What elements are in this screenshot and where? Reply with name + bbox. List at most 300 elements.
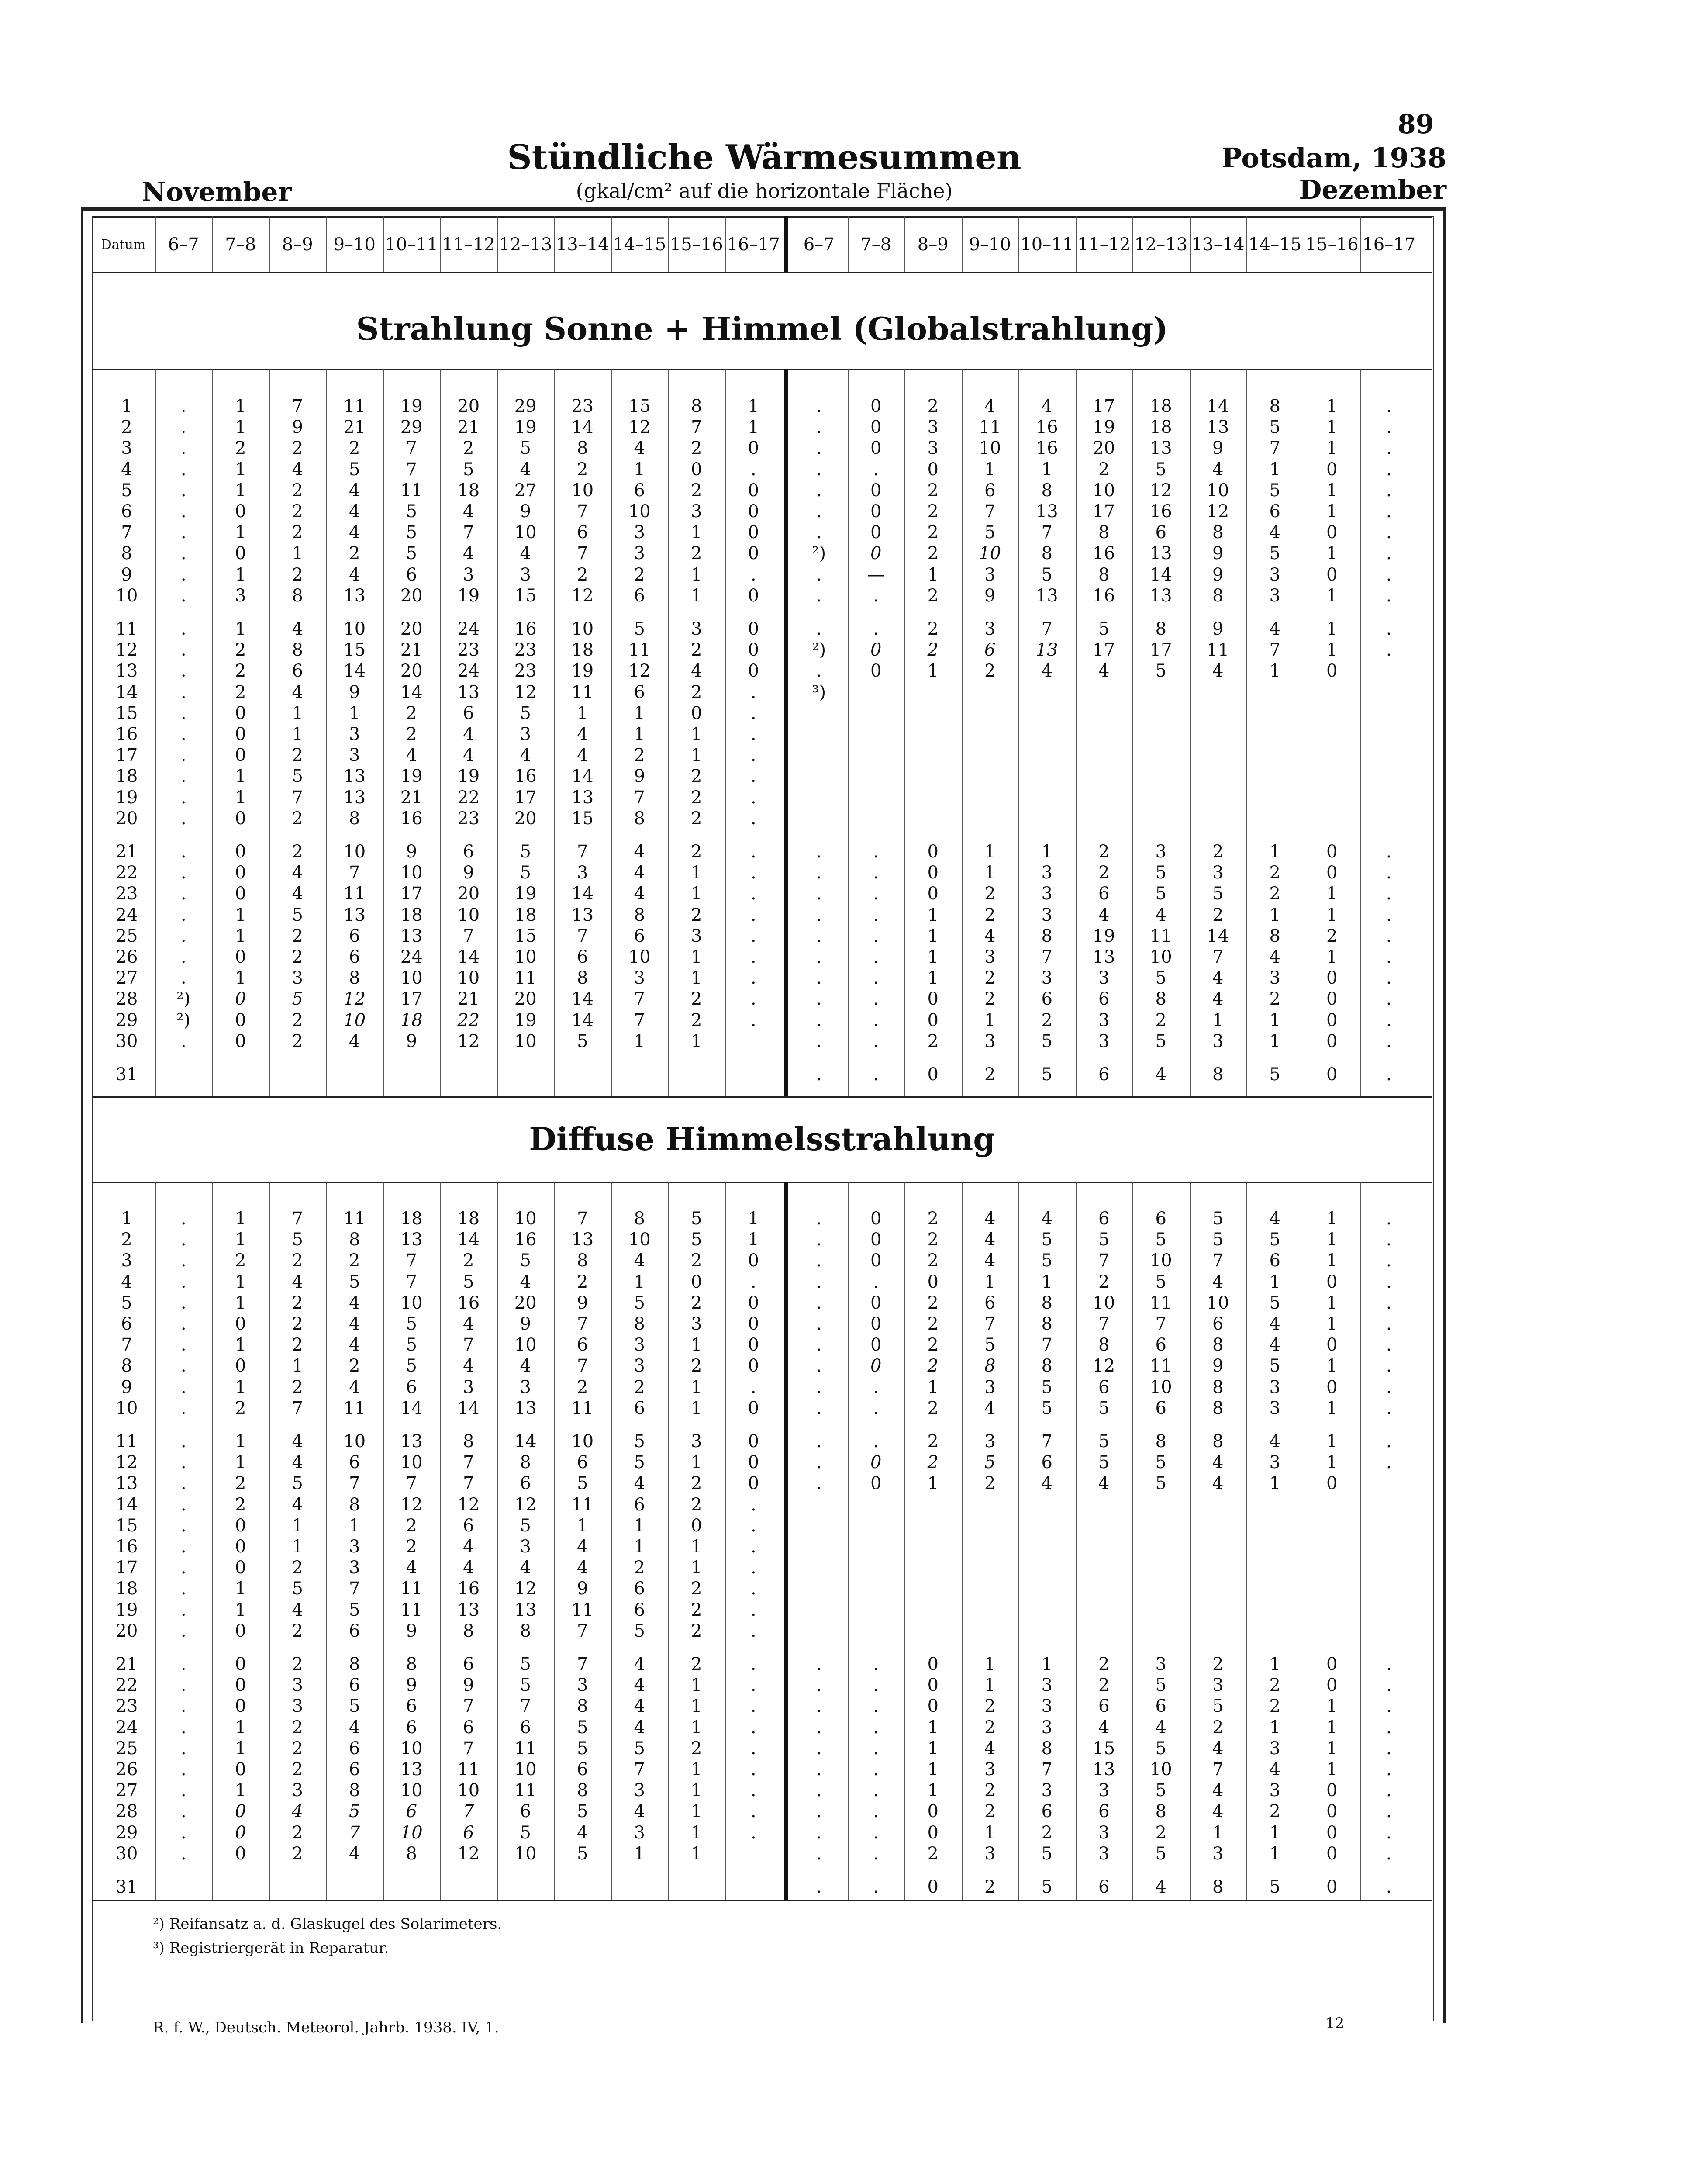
table-cell: 4	[349, 1843, 360, 1864]
table-cell: 2	[406, 703, 417, 723]
day-number: 16	[115, 1537, 138, 1557]
table-cell: 1	[691, 1780, 702, 1801]
table-cell: 4	[1212, 1473, 1224, 1494]
table-cell: 9	[1212, 1356, 1224, 1376]
table-cell: 6	[634, 682, 645, 702]
table-cell: 5	[1041, 1398, 1053, 1418]
table-cell: 2	[927, 522, 939, 543]
table-cell: .	[750, 1377, 756, 1397]
table-cell: 6	[406, 1377, 417, 1397]
table-cell: 3	[349, 745, 360, 766]
table-cell: 3	[691, 501, 702, 522]
day-number: 22	[115, 1675, 138, 1696]
table-cell: 3	[984, 619, 996, 639]
table-cell: 1	[634, 1515, 645, 1536]
table-cell: 1	[691, 724, 702, 744]
table-cell: 4	[292, 682, 303, 702]
table-cell: 14	[571, 1010, 594, 1030]
table-cell: 1	[1326, 1356, 1338, 1376]
table-cell: 1	[1326, 585, 1338, 606]
day-number: 24	[115, 905, 138, 925]
table-cell: .	[180, 1292, 186, 1313]
table-cell: 0	[1326, 459, 1338, 480]
table-cell: 9	[520, 1314, 531, 1334]
table-cell: .	[1386, 1209, 1392, 1229]
table-cell: 2	[235, 1398, 246, 1418]
table-cell: 1	[691, 1398, 702, 1418]
table-cell: 5	[984, 1452, 996, 1473]
table-cell: .	[1386, 842, 1392, 862]
table-cell: 3	[927, 417, 939, 438]
table-cell: 4	[406, 745, 417, 766]
day-number: 2	[121, 1230, 132, 1250]
table-cell: .	[816, 522, 822, 543]
footnote-mark: ³)	[153, 1939, 165, 1957]
table-cell: 1	[984, 1654, 996, 1674]
table-cell: 0	[235, 543, 246, 564]
table-cell: 2	[691, 989, 702, 1009]
table-cell: 5	[1155, 1272, 1166, 1292]
table-cell: 4	[349, 1717, 360, 1738]
table-cell: 7	[406, 459, 417, 480]
table-cell: .	[750, 787, 756, 808]
table-cell: .	[1386, 1696, 1392, 1717]
table-cell: 13	[1093, 947, 1115, 967]
table-cell: 2	[1098, 1654, 1110, 1674]
table-cell: 16	[514, 766, 537, 787]
table-cell: .	[816, 968, 822, 988]
table-cell: 0	[870, 1314, 882, 1334]
table-cell: 1	[235, 1579, 246, 1599]
table-cell: 1	[235, 1209, 246, 1229]
table-cell: 6	[463, 842, 474, 862]
table-cell: .	[1386, 522, 1392, 543]
table-cell: .	[180, 745, 186, 766]
table-cell: .	[180, 1335, 186, 1355]
table-cell: .	[180, 1230, 186, 1250]
table-cell: 6	[520, 1717, 531, 1738]
table-cell: 7	[1269, 438, 1280, 459]
day-number: 12	[115, 640, 138, 660]
table-cell: 1	[235, 1377, 246, 1397]
table-cell: 3	[1041, 1717, 1053, 1738]
table-cell: 11	[343, 396, 366, 416]
table-cell: .	[816, 863, 822, 883]
table-cell: 1	[691, 1558, 702, 1578]
rule-section1-bottom	[92, 1096, 1432, 1098]
table-cell: .	[180, 1314, 186, 1334]
table-cell: 1	[927, 564, 939, 585]
table-cell: 2	[691, 1251, 702, 1271]
table-cell: 5	[1269, 1292, 1280, 1313]
table-cell: .	[1386, 1010, 1392, 1030]
table-cell: 13	[1093, 1759, 1115, 1780]
table-cell: 2	[1269, 1675, 1280, 1696]
rule-vertical	[725, 216, 726, 272]
table-cell: 2	[1098, 863, 1110, 883]
table-cell: 4	[1212, 1272, 1224, 1292]
table-cell: 9	[1212, 619, 1224, 639]
table-cell: 23	[514, 640, 537, 660]
table-cell: 1	[691, 1843, 702, 1864]
table-cell: 3	[520, 1377, 531, 1397]
table-cell: 6	[463, 1822, 474, 1843]
table-cell: 1	[634, 1272, 645, 1292]
table-cell: 4	[349, 1031, 360, 1051]
table-cell: 13	[1035, 501, 1058, 522]
table-cell: 0	[235, 501, 246, 522]
table-cell: 4	[292, 1431, 303, 1451]
table-cell: .	[816, 947, 822, 967]
table-cell: 1	[984, 1272, 996, 1292]
table-cell: 12	[514, 1579, 537, 1599]
table-cell: 2	[292, 1738, 303, 1759]
table-cell: 3	[1041, 863, 1053, 883]
table-cell: 2	[927, 501, 939, 522]
table-cell: 7	[1041, 947, 1053, 967]
table-cell: 5	[691, 1230, 702, 1250]
table-cell: 5	[292, 989, 303, 1009]
table-cell: 2	[691, 438, 702, 459]
table-cell: 0	[235, 884, 246, 904]
table-cell: 3	[634, 1356, 645, 1376]
table-cell: 4	[1155, 905, 1166, 925]
table-cell: 10	[400, 1738, 423, 1759]
table-cell: 5	[520, 438, 531, 459]
table-cell: 2	[984, 661, 996, 681]
table-cell: 0	[870, 480, 882, 501]
table-cell: 0	[927, 1822, 939, 1843]
table-cell: 8	[634, 1209, 645, 1229]
table-cell: 2	[1269, 989, 1280, 1009]
table-cell: 2	[634, 1558, 645, 1578]
table-cell: 5	[1041, 1843, 1053, 1864]
table-cell: 4	[1098, 661, 1110, 681]
table-cell: 3	[1269, 1780, 1280, 1801]
table-cell: 0	[235, 1759, 246, 1780]
header-hour: 8–9	[282, 235, 313, 255]
table-cell: 1	[748, 417, 759, 438]
table-cell: 1	[1326, 947, 1338, 967]
table-cell: 0	[1326, 1801, 1338, 1822]
rule-vertical	[668, 216, 669, 272]
footnote-text: Registriergerät in Reparatur.	[169, 1939, 389, 1957]
table-cell: 1	[1269, 1473, 1280, 1494]
table-cell: .	[180, 808, 186, 829]
table-cell: 16	[1093, 543, 1115, 564]
table-cell: 5	[520, 1654, 531, 1674]
table-cell: 0	[870, 1292, 882, 1313]
table-cell: .	[750, 1675, 756, 1696]
table-cell: 4	[349, 480, 360, 501]
table-cell: 22	[457, 787, 480, 808]
table-cell: 2	[292, 1314, 303, 1334]
day-number: 1	[121, 396, 132, 416]
table-cell: 3	[463, 564, 474, 585]
table-cell: 10	[1149, 1251, 1172, 1271]
table-cell: .	[180, 1431, 186, 1451]
table-cell: 2	[577, 564, 588, 585]
table-cell: 2	[292, 1335, 303, 1355]
month-november: November	[142, 177, 292, 207]
day-number: 10	[115, 1398, 138, 1418]
table-cell: 17	[1093, 640, 1115, 660]
table-cell: 1	[235, 522, 246, 543]
table-cell: 2	[634, 745, 645, 766]
table-cell: 23	[457, 640, 480, 660]
table-cell: 8	[1155, 619, 1166, 639]
table-cell: .	[1386, 1251, 1392, 1271]
table-cell: 4	[292, 1452, 303, 1473]
table-cell: 18	[400, 1209, 423, 1229]
table-cell: 7	[634, 1010, 645, 1030]
table-cell: 15	[571, 808, 594, 829]
table-cell: 1	[292, 1356, 303, 1376]
table-cell: 7	[292, 787, 303, 808]
table-cell: 0	[235, 1314, 246, 1334]
day-number: 27	[115, 968, 138, 988]
table-cell: .	[180, 480, 186, 501]
table-cell: 0	[927, 1064, 939, 1085]
table-cell: 0	[748, 1473, 759, 1494]
table-cell: 2	[691, 1738, 702, 1759]
table-cell: 8	[577, 1251, 588, 1271]
table-cell: 2	[406, 1537, 417, 1557]
table-cell: 5	[984, 522, 996, 543]
table-cell: 16	[1035, 417, 1058, 438]
table-cell: 9	[1212, 438, 1224, 459]
table-cell: 1	[349, 703, 360, 723]
table-cell: 1	[235, 1230, 246, 1250]
table-cell: 1	[984, 1675, 996, 1696]
table-cell: 7	[634, 989, 645, 1009]
table-cell: 13	[1149, 438, 1172, 459]
day-number: 16	[115, 724, 138, 744]
header-hour: 9–10	[969, 235, 1011, 255]
table-cell: 9	[463, 863, 474, 883]
table-cell: 3	[292, 1696, 303, 1717]
table-cell: 1	[927, 1780, 939, 1801]
table-cell: 8	[1212, 1877, 1224, 1897]
table-cell: 5	[406, 1335, 417, 1355]
table-cell: 19	[457, 766, 480, 787]
table-cell: 5	[406, 501, 417, 522]
table-cell: 19	[1093, 926, 1115, 946]
table-cell: 11	[628, 640, 651, 660]
table-cell: 4	[1098, 905, 1110, 925]
table-cell: 1	[235, 905, 246, 925]
table-cell: 19	[400, 396, 423, 416]
table-cell: 2	[927, 1209, 939, 1229]
day-number: 14	[115, 682, 138, 702]
table-cell: 8	[406, 1843, 417, 1864]
table-cell: 3	[634, 968, 645, 988]
rule-month-divider	[784, 369, 788, 1096]
table-cell: 5	[1098, 619, 1110, 639]
table-cell: 1	[235, 968, 246, 988]
table-cell: 2	[691, 842, 702, 862]
header-hour: 10–11	[385, 235, 438, 255]
table-cell: 8	[520, 1452, 531, 1473]
table-cell: 3	[984, 947, 996, 967]
table-cell: 0	[235, 724, 246, 744]
table-cell: 13	[514, 1600, 537, 1620]
table-cell: .	[816, 1356, 822, 1376]
table-cell: 10	[1093, 480, 1115, 501]
table-cell: 9	[634, 766, 645, 787]
table-cell: 0	[1326, 1822, 1338, 1843]
table-cell: 4	[463, 543, 474, 564]
table-cell: 5	[520, 1515, 531, 1536]
table-cell: .	[816, 905, 822, 925]
table-cell: 0	[235, 1621, 246, 1641]
table-cell: 1	[1326, 1717, 1338, 1738]
table-cell: 0	[927, 1877, 939, 1897]
day-number: 10	[115, 585, 138, 606]
table-cell: 6	[406, 564, 417, 585]
table-cell: 14	[457, 1398, 480, 1418]
table-cell: 7	[577, 1654, 588, 1674]
table-cell: 9	[406, 1031, 417, 1051]
table-cell: 2	[927, 480, 939, 501]
table-cell: 1	[984, 863, 996, 883]
table-cell: 2	[292, 1843, 303, 1864]
table-cell: 10	[514, 1759, 537, 1780]
table-cell: 12	[571, 585, 594, 606]
table-cell: 0	[870, 543, 882, 564]
table-cell: 1	[691, 1537, 702, 1557]
table-cell: 4	[984, 1209, 996, 1229]
table-cell: 4	[1041, 396, 1053, 416]
table-cell: 12	[514, 682, 537, 702]
table-cell: 14	[1207, 926, 1229, 946]
table-cell: 5	[1098, 1431, 1110, 1451]
table-cell: 7	[292, 1398, 303, 1418]
table-cell: .	[816, 459, 822, 480]
table-cell: 2	[984, 1780, 996, 1801]
table-cell: 4	[463, 1314, 474, 1334]
table-cell: 19	[457, 585, 480, 606]
table-cell: 1	[984, 1822, 996, 1843]
table-cell: 2	[634, 564, 645, 585]
table-cell: 2	[691, 1356, 702, 1376]
table-cell: 1	[1269, 459, 1280, 480]
table-cell: 0	[235, 1696, 246, 1717]
table-cell: .	[1386, 459, 1392, 480]
footer-sheet-number: 12	[1325, 2015, 1345, 2032]
table-cell: 12	[1149, 480, 1172, 501]
table-cell: 1	[691, 884, 702, 904]
table-cell: .	[180, 1759, 186, 1780]
table-cell: .	[816, 1452, 822, 1473]
table-cell: 0	[927, 459, 939, 480]
table-cell: 4	[463, 724, 474, 744]
table-cell: 16	[457, 1579, 480, 1599]
header-datum: Datum	[101, 237, 146, 252]
table-cell: .	[180, 1600, 186, 1620]
day-number: 11	[115, 1431, 138, 1451]
table-cell: 2	[691, 905, 702, 925]
table-cell: .	[750, 1621, 756, 1641]
table-cell: 4	[463, 745, 474, 766]
table-cell: 2	[406, 724, 417, 744]
table-cell: 0	[235, 1031, 246, 1051]
table-cell: 0	[870, 501, 882, 522]
table-cell: 0	[748, 543, 759, 564]
table-cell: 17	[1149, 640, 1172, 660]
table-cell: 3	[1041, 884, 1053, 904]
table-cell: 19	[514, 1010, 537, 1030]
table-cell: 2	[927, 1356, 939, 1376]
table-cell: 4	[1041, 661, 1053, 681]
table-cell: 0	[235, 1675, 246, 1696]
table-cell: 19	[514, 884, 537, 904]
table-cell: 0	[235, 863, 246, 883]
table-cell: 10	[400, 1822, 423, 1843]
section-title: Strahlung Sonne + Himmel (Globalstrahlung)	[356, 310, 1168, 347]
table-cell: 7	[463, 522, 474, 543]
table-cell: .	[1386, 438, 1392, 459]
rule-month-divider	[784, 1182, 788, 1900]
table-cell: 4	[634, 863, 645, 883]
table-cell: 4	[1098, 1473, 1110, 1494]
table-cell: .	[873, 585, 879, 606]
table-cell: .	[816, 619, 822, 639]
table-cell: .	[1386, 1272, 1392, 1292]
table-cell: 0	[235, 989, 246, 1009]
day-number: 21	[115, 842, 138, 862]
header-hour: 6–7	[803, 235, 835, 255]
table-cell: 5	[349, 1696, 360, 1717]
table-cell: 4	[634, 1251, 645, 1271]
table-cell: 1	[691, 745, 702, 766]
table-cell: .	[180, 585, 186, 606]
table-cell: 2	[292, 808, 303, 829]
table-cell: 2	[1212, 1717, 1224, 1738]
table-cell: 10	[1093, 1292, 1115, 1313]
table-cell: 6	[577, 1452, 588, 1473]
table-cell: 4	[520, 1558, 531, 1578]
table-cell: 3	[984, 1843, 996, 1864]
table-cell: .	[873, 619, 879, 639]
table-cell: 5	[1155, 1230, 1166, 1250]
table-cell: .	[873, 1272, 879, 1292]
table-cell: 17	[400, 884, 423, 904]
table-cell: 3	[577, 863, 588, 883]
table-cell: .	[1386, 1738, 1392, 1759]
table-cell: .	[1386, 1717, 1392, 1738]
table-cell: 1	[691, 1031, 702, 1051]
table-cell: 2	[927, 1843, 939, 1864]
table-cell: 8	[1041, 543, 1053, 564]
table-cell: 1	[1269, 1654, 1280, 1674]
table-cell: 0	[870, 640, 882, 660]
table-cell: 5	[463, 1272, 474, 1292]
table-cell: 3	[349, 1537, 360, 1557]
table-cell: 2	[406, 1515, 417, 1536]
table-cell: 2	[577, 1272, 588, 1292]
table-cell: 1	[927, 1473, 939, 1494]
table-cell: 0	[748, 640, 759, 660]
table-cell: 7	[1155, 1314, 1166, 1334]
table-cell: 3	[520, 1537, 531, 1557]
table-cell: 6	[1098, 1064, 1110, 1085]
rule-section2-top	[92, 1182, 1432, 1183]
table-cell: 0	[748, 585, 759, 606]
table-cell: 5	[520, 1675, 531, 1696]
table-cell: 10	[343, 842, 366, 862]
table-cell: 5	[634, 1431, 645, 1451]
